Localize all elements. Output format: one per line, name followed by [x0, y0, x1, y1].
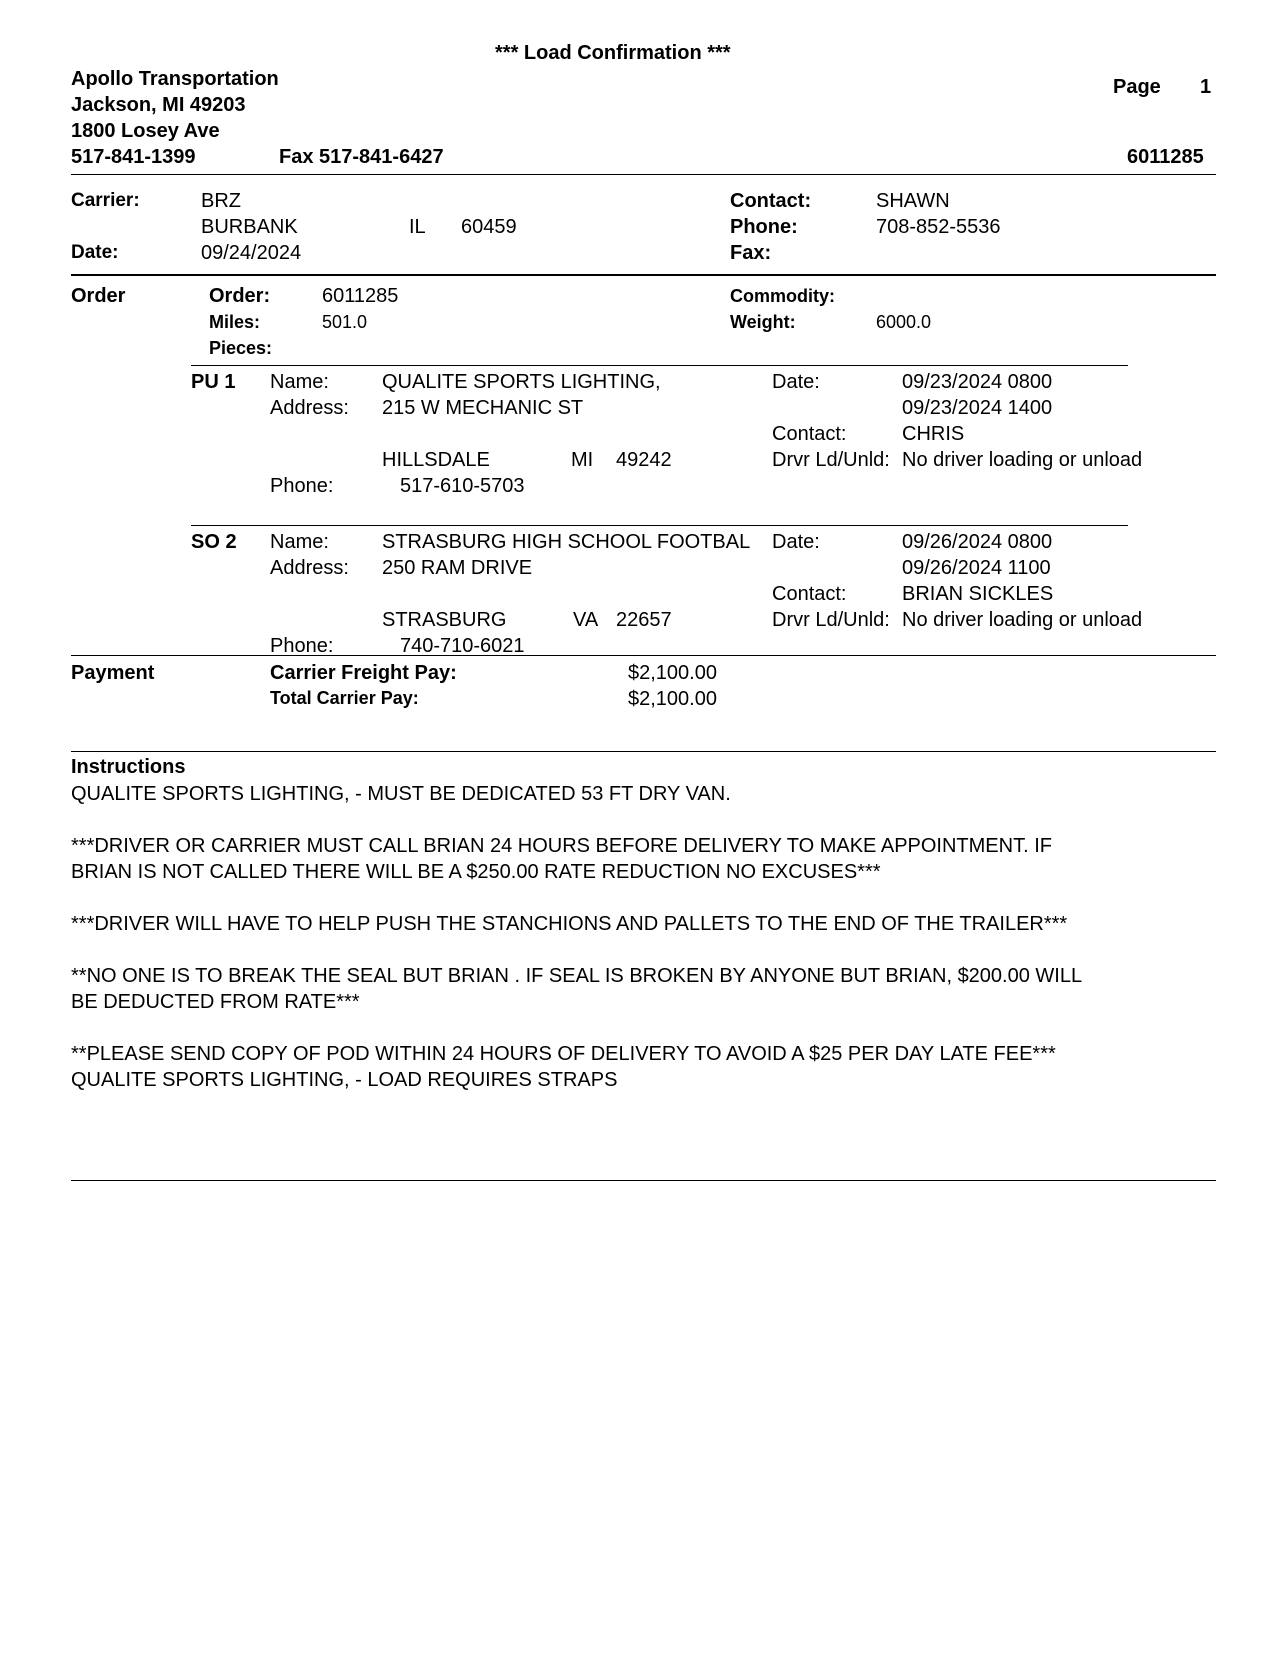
stop-date-label: Date:	[772, 371, 820, 393]
company-street: 1800 Losey Ave	[71, 120, 220, 142]
instruction-line: ***DRIVER WILL HAVE TO HELP PUSH THE STANCHIONS AND PALLETS TO THE END OF THE TRAILER***	[71, 913, 1068, 935]
divider	[71, 751, 1216, 752]
stop-city: HILLSDALE	[382, 449, 490, 471]
stop-tag: PU 1	[191, 371, 236, 393]
miles-value: 501.0	[322, 312, 368, 332]
page-label: Page	[1113, 76, 1161, 98]
fax-label: Fax:	[730, 242, 772, 264]
divider	[71, 274, 1216, 276]
stop-date-end: 09/26/2024 1100	[902, 557, 1051, 579]
payment-section-label: Payment	[71, 662, 155, 684]
stop-date-start: 09/26/2024 0800	[902, 531, 1053, 553]
stop-phone-label: Phone:	[270, 635, 334, 657]
stop-driver-label: Drvr Ld/Unld:	[772, 609, 890, 631]
carrier-phone: 708-852-5536	[876, 216, 1001, 238]
contact-label: Contact:	[730, 190, 812, 212]
stop-name-label: Name:	[270, 531, 329, 553]
stop-tag: SO 2	[191, 531, 237, 553]
stop-driver-note: No driver loading or unload	[902, 449, 1143, 471]
order-label: Order:	[209, 285, 271, 307]
stop-zip: 22657	[616, 609, 672, 631]
stop-contact: CHRIS	[902, 423, 965, 445]
stop-name: STRASBURG HIGH SCHOOL FOOTBAL	[382, 531, 751, 553]
carrier-city: BURBANK	[201, 216, 298, 238]
stop-address: 215 W MECHANIC ST	[382, 397, 584, 419]
company-fax: Fax 517-841-6427	[279, 146, 444, 168]
total-pay-label: Total Carrier Pay:	[270, 688, 419, 708]
stop-contact-label: Contact:	[772, 423, 847, 445]
stop-address: 250 RAM DRIVE	[382, 557, 533, 579]
instruction-line: BRIAN IS NOT CALLED THERE WILL BE A $250.00 RATE REDUCTION NO EXCUSES***	[71, 861, 881, 883]
divider	[191, 525, 1128, 526]
commodity-label: Commodity:	[730, 286, 835, 306]
carrier-state: IL	[409, 216, 426, 238]
stop-state: MI	[571, 449, 594, 471]
miles-label: Miles:	[209, 312, 261, 332]
stop-phone: 517-610-5703	[400, 475, 525, 497]
stop-contact: BRIAN SICKLES	[902, 583, 1054, 605]
weight-value: 6000.0	[876, 312, 932, 332]
order-section-label: Order	[71, 285, 126, 307]
stop-address-label: Address:	[270, 557, 349, 579]
stop-driver-label: Drvr Ld/Unld:	[772, 449, 890, 471]
stop-date-start: 09/23/2024 0800	[902, 371, 1053, 393]
divider	[71, 1180, 1216, 1181]
carrier-code: BRZ	[201, 190, 241, 212]
phone-label: Phone:	[730, 216, 798, 238]
carrier-label: Carrier:	[71, 190, 140, 211]
stop-contact-label: Contact:	[772, 583, 847, 605]
company-phone: 517-841-1399	[71, 146, 196, 168]
stop-state: VA	[573, 609, 599, 631]
stop-driver-note: No driver loading or unload	[902, 609, 1143, 631]
instruction-line: **PLEASE SEND COPY OF POD WITHIN 24 HOURS OF DELIVERY TO AVOID A $25 PER DAY LATE FEE***	[71, 1043, 1056, 1065]
stop-phone: 740-710-6021	[400, 635, 525, 657]
stop-zip: 49242	[616, 449, 672, 471]
carrier-contact: SHAWN	[876, 190, 950, 212]
instruction-line: BE DEDUCTED FROM RATE***	[71, 991, 360, 1013]
carrier-zip: 60459	[461, 216, 517, 238]
instruction-line: ***DRIVER OR CARRIER MUST CALL BRIAN 24 HOURS BEFORE DELIVERY TO MAKE APPOINTMENT. IF	[71, 835, 1052, 857]
divider	[71, 174, 1216, 175]
stop-name: QUALITE SPORTS LIGHTING,	[382, 371, 661, 393]
stop-date-end: 09/23/2024 1400	[902, 397, 1053, 419]
instruction-line: **NO ONE IS TO BREAK THE SEAL BUT BRIAN . IF SEAL IS BROKEN BY ANYONE BUT BRIAN, $200.00 WILL	[71, 965, 1083, 987]
company-city: Jackson, MI 49203	[71, 94, 246, 116]
stop-name-label: Name:	[270, 371, 329, 393]
freight-pay-label: Carrier Freight Pay:	[270, 662, 457, 684]
order-number: 6011285	[322, 285, 399, 307]
stop-phone-label: Phone:	[270, 475, 334, 497]
date-label: Date:	[71, 242, 119, 263]
freight-pay-value: $2,100.00	[628, 662, 717, 684]
page-number: 1	[1200, 76, 1212, 98]
instruction-line: QUALITE SPORTS LIGHTING, - LOAD REQUIRES STRAPS	[71, 1069, 618, 1091]
stop-address-label: Address:	[270, 397, 349, 419]
stop-date-label: Date:	[772, 531, 820, 553]
divider	[191, 365, 1128, 366]
pieces-label: Pieces:	[209, 338, 273, 358]
document-number: 6011285	[1127, 146, 1204, 168]
instructions-heading: Instructions	[71, 756, 186, 778]
instruction-line: QUALITE SPORTS LIGHTING, - MUST BE DEDICATED 53 FT DRY VAN.	[71, 783, 731, 805]
divider	[71, 655, 1216, 656]
stop-city: STRASBURG	[382, 609, 507, 631]
total-pay-value: $2,100.00	[628, 688, 717, 710]
confirmation-date: 09/24/2024	[201, 242, 302, 264]
weight-label: Weight:	[730, 312, 796, 332]
company-name: Apollo Transportation	[71, 68, 279, 90]
page-title: *** Load Confirmation ***	[495, 42, 731, 64]
